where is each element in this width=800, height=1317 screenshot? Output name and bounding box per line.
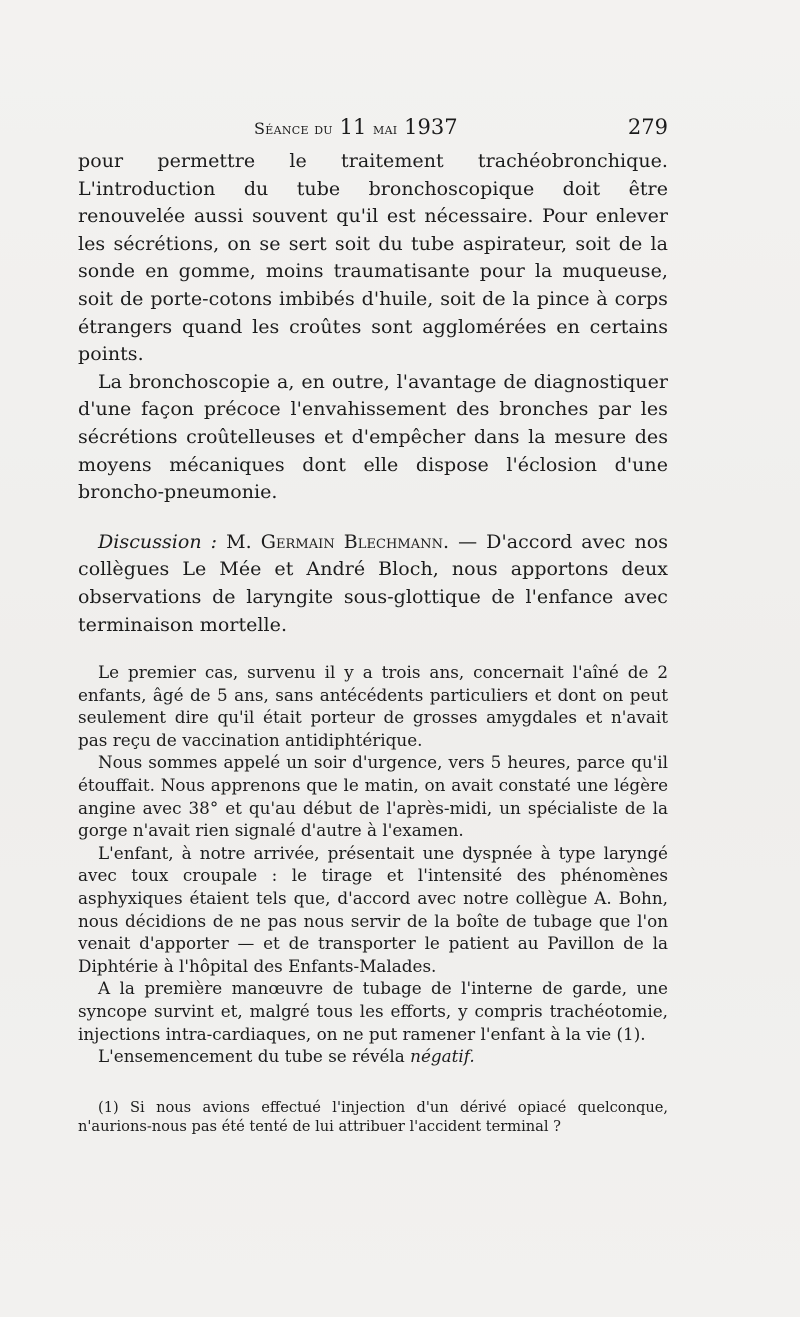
footnote: (1) Si nous avions effectué l'injection d'un dérivé opiacé quelconque, n'aurions-nous pas été tenté de lui attribuer l'accident terminal ? bbox=[78, 1098, 668, 1136]
running-head-prefix: Séance du bbox=[254, 119, 333, 138]
case-paragraph-call: Nous sommes appelé un soir d'urgence, vers 5 heures, parce qu'il étouffait. Nous apprenons que le matin, on avait constaté une légère angine avec 38° et qu'au début de l'après-midi, un spécialiste de la gorge n'avait rien signalé d'autre à l'examen. bbox=[78, 752, 668, 841]
running-head-day: 11 bbox=[339, 115, 367, 139]
page-header bbox=[78, 114, 668, 140]
discussion-text: — D'accord avec nos collègues Le Mée et André Bloch, nous apportons deux observations de laryngite sous-glottique de l'enfance avec terminaison mortelle. bbox=[78, 530, 669, 636]
discussion-label: Discussion : bbox=[98, 530, 218, 553]
running-head bbox=[254, 114, 458, 142]
running-head-month: mai bbox=[373, 119, 398, 138]
case-report bbox=[78, 661, 668, 1068]
case-paragraph-outcome: A la première manœuvre de tubage de l'interne de garde, une syncope survint et, malgré tous les efforts, y compris trachéotomie, injections intra-cardiaques, on ne put ramener l'enfant à la vie (1). bbox=[78, 978, 668, 1044]
page-number: 279 bbox=[627, 115, 668, 139]
article-body bbox=[78, 148, 668, 1151]
discussion-paragraph bbox=[78, 529, 668, 639]
speaker-prefix: M. bbox=[226, 530, 252, 553]
culture-text: L'ensemencement du tube se révéla bbox=[98, 1046, 405, 1067]
culture-result: négatif. bbox=[410, 1046, 475, 1067]
case-paragraph-arrival: L'enfant, à notre arrivée, présentait une dyspnée à type laryngé avec toux croupale : le tirage et l'intensité des phénomènes asphyxiques étaient tels que, d'accord avec notre collègue A. Bohn, nous décidions de ne pas nous servir de la boîte de tubage que l'on venait d'apporter — et de transporter le patient au Pavillon de la Diphtérie à l'hôpital des Enfants-Malades. bbox=[78, 842, 668, 976]
paragraph-bronchoscopy-advantage: La bronchoscopie a, en outre, l'avantage de diagnostiquer d'une façon précoce l'envahissement des bronches par les sécrétions croûtelleuses et d'empêcher dans la mesure des moyens mécaniques dont elle dispose l'éclosion d'une broncho-pneumonie. bbox=[78, 370, 668, 504]
case-paragraph-culture bbox=[78, 1045, 668, 1068]
speaker-name: Germain Blechmann. bbox=[260, 530, 450, 553]
paragraph-bronchoscopy-treatment: pour permettre le traitement trachéobronchique. L'introduction du tube bronchoscopique doit être renouvelée aussi souvent qu'il est nécessaire. Pour enlever les sécrétions, on se sert soit du tube aspirateur, soit de la sonde en gomme, moins traumatisante pour la muqueuse, soit de porte-cotons imbibés d'huile, soit de la pince à corps étrangers quand les croûtes sont agglomérées en certains points. bbox=[78, 150, 668, 366]
running-head-year: 1937 bbox=[404, 115, 458, 139]
case-paragraph-history: Le premier cas, survenu il y a trois ans, concernait l'aîné de 2 enfants, âgé de 5 ans, sans antécédents particuliers et dont on peut seulement dire qu'il était porteur de grosses amygdales et n'avait pas reçu de vaccination antidiphtérique. bbox=[78, 662, 668, 750]
